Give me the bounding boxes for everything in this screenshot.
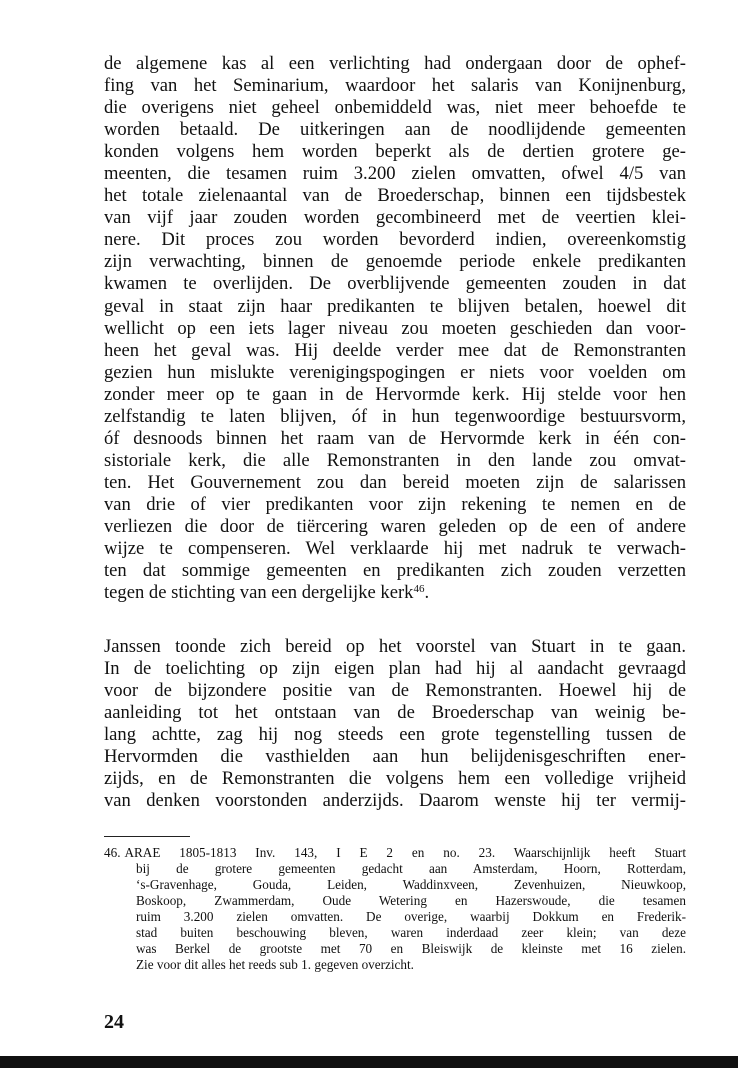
text-line-last-content: tegen de stichting van een dergelijke kerk — [104, 582, 414, 604]
text-line: lang achtte, zag hij nog steeds een grote tegenstelling tussen de — [104, 724, 686, 746]
page-number: 24 — [104, 1011, 124, 1033]
text-line: de algemene kas al een verlichting had ondergaan door de ophef- — [104, 53, 686, 74]
text-line: ten dat sommige gemeenten en predikanten zich zouden verzetten — [104, 560, 686, 582]
text-line-last — [104, 582, 686, 604]
text-line: kwamen te overlijden. De overblijvende gemeenten zouden in dat — [104, 273, 686, 295]
scan-edge-bar — [0, 1056, 738, 1068]
footnote-line: Zie voor dit alles het reeds sub 1. gegeven overzicht. — [136, 956, 414, 972]
text-line: het totale zielenaantal van de Broederschap, binnen een tijdsbestek — [104, 185, 686, 207]
footnote-divider — [104, 836, 190, 837]
text-line: zonder meer op te gaan in de Hervormde kerk. Hij stelde voor hen — [104, 383, 686, 405]
text-line: óf desnoods binnen het raam van de Hervormde kerk in één con- — [104, 427, 686, 449]
text-line: voor de bijzondere positie van de Remonstranten. Hoewel hij de — [104, 680, 686, 702]
text-line: gezien hun mislukte verenigingspogingen er niets voor voelden om — [104, 361, 686, 383]
footnote-46 — [104, 845, 686, 973]
text-line: worden betaald. De uitkeringen aan de noodlijdende gemeenten — [104, 119, 686, 141]
paragraph-2 — [104, 636, 686, 812]
footnote-line-content: ARAE 1805-1813 Inv. 143, I E 2 en no. 23. Waarschijnlijk heeft Stuart — [124, 845, 686, 860]
text-line: zijds, en de Remonstranten die volgens hem een volledige vrijheid — [104, 768, 686, 790]
text-line: sistoriale kerk, die alle Remonstranten in den lande zou omvat- — [104, 449, 686, 471]
text-line: geval in staat zijn haar predikanten te blijven betalen, hoewel dit — [104, 295, 686, 317]
text-line: zijn verwachting, binnen de genoemde periode enkele predikanten — [104, 251, 686, 273]
footnote-line: bij de grotere gemeenten gedacht aan Amsterdam, Hoorn, Rotterdam, — [136, 860, 686, 876]
text-line: Hervormden die vasthielden aan hun belijdenisgeschriften ener- — [104, 746, 686, 768]
text-line: van vijf jaar zouden worden gecombineerd met de veertien klei- — [104, 207, 686, 229]
text-line: heen het geval was. Hij deelde verder mee dat de Remonstranten — [104, 339, 686, 361]
footnote-line: was Berkel de grootste met 70 en Bleiswijk de kleinste met 16 zielen. — [136, 940, 686, 956]
text-line: verliezen die door de tiërcering waren geleden op de een of andere — [104, 515, 686, 537]
footnote-line: ruim 3.200 zielen omvatten. De overige, waarbij Dokkum en Frederik- — [136, 908, 686, 924]
text-line: wijze te compenseren. Wel verklaarde hij met nadruk te verwach- — [104, 538, 686, 560]
text-line: In de toelichting op zijn eigen plan had hij al aandacht gevraagd — [104, 658, 686, 680]
footnote-line: Boskoop, Zwammerdam, Oude Wetering en Hazerswoude, die tesamen — [136, 892, 686, 908]
text-line: fing van het Seminarium, waardoor het salaris van Konijnenburg, — [104, 75, 686, 97]
text-line: aanleiding tot het ontstaan van de Broederschap van weinig be- — [104, 702, 686, 724]
footnote-line: stad buiten beschouwing bleven, waren inderdaad zeer klein; van deze — [136, 924, 686, 940]
footnote-line: ‘s-Gravenhage, Gouda, Leiden, Waddinxveen, Zevenhuizen, Nieuwkoop, — [136, 876, 686, 892]
text-line: konden volgens hem worden beperkt als de dertien grotere ge- — [104, 141, 686, 163]
footnote-line-first — [104, 845, 686, 861]
text-line: die overigens niet geheel onbemiddeld was, niet meer behoefde te — [104, 97, 686, 119]
paragraph-1 — [104, 53, 686, 604]
footnote-number: 46. — [104, 845, 121, 860]
text-line: ten. Het Gouvernement zou dan bereid moeten zijn de salarissen — [104, 471, 686, 493]
text-line: Janssen toonde zich bereid op het voorstel van Stuart in te gaan. — [104, 636, 686, 657]
text-line: wellicht op een iets lager niveau zou moeten geschieden dan voor- — [104, 317, 686, 339]
text-line: nere. Dit proces zou worden bevorderd indien, overeenkomstig — [104, 229, 686, 251]
text-line: van drie of vier predikanten voor zijn rekening te nemen en de — [104, 493, 686, 515]
text-line: meenten, die tesamen ruim 3.200 zielen omvatten, ofwel 4/5 van — [104, 163, 686, 185]
text-line: van denken voorstonden anderzijds. Daarom wenste hij ter vermij- — [104, 790, 686, 812]
text-line-last-end: . — [424, 582, 430, 604]
text-line: zelfstandig te laten blijven, óf in hun tegenwoordige bestuursvorm, — [104, 405, 686, 427]
footnote-reference[interactable]: 46 — [413, 583, 425, 596]
